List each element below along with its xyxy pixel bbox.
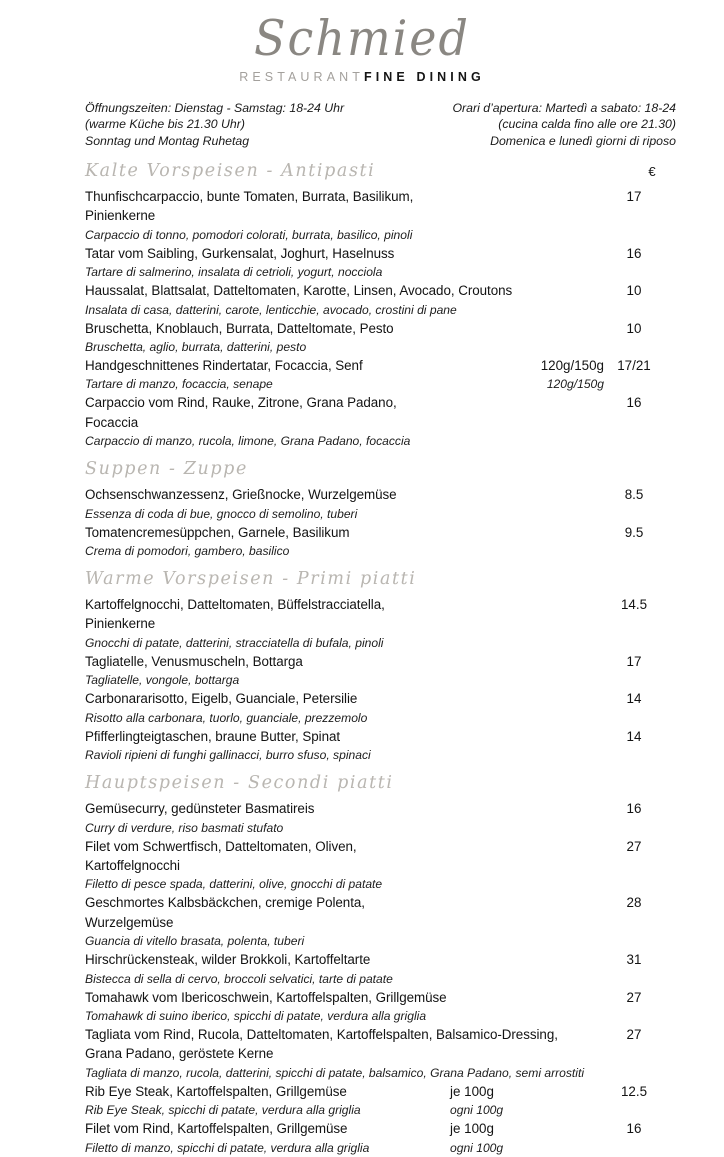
menu-item-name-german: Pfifferlingteigtaschen, braune Butter, Spinat <box>85 728 341 744</box>
menu-section <box>85 161 724 450</box>
menu-item-row-italian <box>85 505 724 523</box>
opening-hours-line: Domenica e lunedì giorni di riposo <box>490 133 676 148</box>
menu-item-name-german: Carpaccio vom Rind, Rauke, Zitrone, Grana Padano, Focaccia <box>85 395 397 430</box>
menu-item-price: 16 <box>626 801 642 817</box>
menu-item <box>85 1025 724 1082</box>
menu-item-row-italian <box>85 634 724 652</box>
menu-item-row-german <box>85 1119 724 1138</box>
menu-item-name-italian: Bruschetta, aglio, burrata, datterini, pesto <box>85 340 307 355</box>
menu-item-row-italian <box>85 932 724 950</box>
menu-item-name-italian: Filetto di manzo, spicchi di patate, verdura alla griglia <box>85 1140 370 1155</box>
menu-item-price: 27 <box>626 838 642 854</box>
menu-item-row-italian <box>85 542 724 560</box>
menu-item-portion-italian: 120g/150g <box>546 377 604 392</box>
menu-item <box>85 799 724 836</box>
menu-item-name-german: Ochsenschwanzessenz, Grießnocke, Wurzelgemüse <box>85 487 397 503</box>
menu-item-name-german: Kartoffelgnocchi, Datteltomaten, Büffelstracciatella, Pinienkerne <box>85 597 385 632</box>
menu-item-price: 17/21 <box>617 358 651 374</box>
menu-item-price: 10 <box>626 320 642 336</box>
menu-item <box>85 523 724 560</box>
section-title: Kalte Vorspeisen - Antipasti <box>85 160 376 182</box>
menu-item-row-italian <box>85 301 724 319</box>
menu-item-row-italian <box>85 1064 724 1082</box>
menu-item-name-german: Tagliatelle, Venusmuscheln, Bottarga <box>85 653 303 669</box>
menu-item-name-german: Geschmortes Kalbsbäckchen, cremige Polenta, Wurzelgemüse <box>85 895 365 930</box>
menu-item <box>85 893 724 950</box>
menu-item-price: 16 <box>626 245 642 261</box>
menu-item-name-german: Haussalat, Blattsalat, Datteltomaten, Karotte, Linsen, Avocado, Croutons <box>85 283 513 299</box>
menu-item-price: 16 <box>626 1121 642 1137</box>
menu-item-row-german <box>85 523 724 542</box>
menu-item-price: 27 <box>626 1026 642 1042</box>
menu-item-row-italian <box>85 746 724 764</box>
menu-item-price: 17 <box>626 189 642 205</box>
menu-item-name-italian: Ravioli ripieni di funghi gallinacci, burro sfuso, spinaci <box>85 748 371 763</box>
opening-hours-line: Öffnungszeiten: Dienstag - Samstag: 18-24 Uhr <box>85 100 345 115</box>
menu-item-name-italian: Crema di pomodori, gambero, basilico <box>85 544 290 559</box>
menu-item-price: 17 <box>626 653 642 669</box>
menu-item-name-german: Tagliata vom Rind, Rucola, Datteltomaten, Kartoffelspalten, Balsamico-Dressing, <box>85 1026 558 1042</box>
menu-item-name-german: Tomahawk vom Ibericoschwein, Kartoffelspalten, Grillgemüse <box>85 989 447 1005</box>
menu-item-portion-german: je 100g <box>450 1121 494 1137</box>
menu-item-row-german-continued <box>85 1044 724 1063</box>
section-title: Hauptspeisen - Secondi piatti <box>85 772 394 794</box>
section-header <box>85 161 724 187</box>
section-title: Warme Vorspeisen - Primi piatti <box>85 568 417 590</box>
menu-item-name-german: Hirschrückensteak, wilder Brokkoli, Kartoffeltarte <box>85 952 371 968</box>
menu-item-price: 8.5 <box>624 487 644 503</box>
menu-item-row-italian <box>85 263 724 281</box>
menu-item-row-italian <box>85 671 724 689</box>
restaurant-tagline <box>0 71 724 84</box>
menu-item-row-italian <box>85 432 724 450</box>
menu-item-portion-italian: ogni 100g <box>450 1103 504 1118</box>
menu-item-row-italian <box>85 375 724 393</box>
menu-item-row-italian <box>85 1139 724 1157</box>
menu-item-row-italian <box>85 1007 724 1025</box>
menu-section <box>85 459 724 560</box>
menu-item-price: 27 <box>626 989 642 1005</box>
menu-item-name-german: Tatar vom Saibling, Gurkensalat, Joghurt, Haselnuss <box>85 245 395 261</box>
menu-item-name-italian: Gnocchi di patate, datterini, stracciatella di bufala, pinoli <box>85 635 384 650</box>
restaurant-name: Schmied <box>254 9 470 67</box>
menu-item-name-german: Gemüsecurry, gedünsteter Basmatireis <box>85 801 315 817</box>
section-header <box>85 569 724 595</box>
menu-item-name-italian: Filetto di pesce spada, datterini, olive, gnocchi di patate <box>85 877 383 892</box>
menu-item-row-german <box>85 393 724 432</box>
menu-item-row-german <box>85 893 724 932</box>
menu-section <box>85 569 724 764</box>
menu-item <box>85 988 724 1025</box>
tagline-restaurant: RESTAURANT <box>239 70 364 85</box>
menu-item <box>85 652 724 689</box>
menu-item-name-german: Handgeschnittenes Rindertatar, Focaccia, Senf <box>85 358 363 374</box>
menu-item <box>85 1119 724 1156</box>
menu-item-name-italian: Insalata di casa, datterini, carote, lenticchie, avocado, crostini di pane <box>85 302 457 317</box>
menu-item-name-italian: Rib Eye Steak, spicchi di patate, verdura alla griglia <box>85 1103 361 1118</box>
menu-item-row-german <box>85 689 724 708</box>
menu-item-row-german <box>85 799 724 818</box>
menu-item-price: 9.5 <box>624 524 644 540</box>
menu-item-name-italian: Essenza di coda di bue, gnocco di semolino, tuberi <box>85 506 358 521</box>
currency-symbol: € <box>648 164 656 180</box>
menu-item-row-german <box>85 1082 724 1101</box>
menu-item-name-italian: Tartare di salmerino, insalata di cetrioli, yogurt, nocciola <box>85 265 383 280</box>
menu-item-row-german <box>85 1025 724 1044</box>
section-title: Suppen - Zuppe <box>85 459 248 480</box>
menu-item <box>85 689 724 726</box>
section-header <box>85 773 724 799</box>
menu-item-name-german: Filet vom Rind, Kartoffelspalten, Grillgemüse <box>85 1121 348 1137</box>
menu-item-name-german-line2: Grana Padano, geröstete Kerne <box>85 1046 274 1062</box>
menu-item-price: 12.5 <box>620 1083 648 1099</box>
tagline-fine-dining: FINE DINING <box>364 70 485 85</box>
menu-item-price: 31 <box>626 952 642 968</box>
menu-item-row-italian <box>85 1101 724 1119</box>
menu-item-price: 28 <box>626 895 642 911</box>
menu-item-row-german <box>85 988 724 1007</box>
menu-item-name-italian: Tagliatelle, vongole, bottarga <box>85 673 240 688</box>
menu-item-row-german <box>85 727 724 746</box>
menu-item-name-italian: Guancia di vitello brasata, polenta, tuberi <box>85 934 305 949</box>
section-header <box>85 459 724 485</box>
menu-item-name-german: Bruschetta, Knoblauch, Burrata, Datteltomate, Pesto <box>85 320 394 336</box>
menu-item <box>85 595 724 652</box>
menu-item-row-german <box>85 244 724 263</box>
menu-item <box>85 727 724 764</box>
menu-item-name-italian: Bistecca di sella di cervo, broccoli selvatici, tarte di patate <box>85 971 393 986</box>
menu-item-name-italian: Risotto alla carbonara, tuorlo, guanciale, prezzemolo <box>85 710 368 725</box>
menu-item-portion-german: 120g/150g <box>540 358 604 374</box>
menu-item-name-german: Filet vom Schwertfisch, Datteltomaten, Oliven, Kartoffelgnocchi <box>85 838 357 873</box>
menu-item-row-german <box>85 485 724 504</box>
menu-item-name-german: Carbonararisotto, Eigelb, Guanciale, Petersilie <box>85 691 358 707</box>
opening-hours-german <box>85 100 344 149</box>
menu-item-row-german <box>85 187 724 226</box>
menu-item-price: 16 <box>626 395 642 411</box>
opening-hours-italian <box>452 100 676 149</box>
menu-section <box>85 773 724 1156</box>
menu-item-name-german: Thunfischcarpaccio, bunte Tomaten, Burrata, Basilikum, Pinienkerne <box>85 189 414 224</box>
menu-item-row-german <box>85 595 724 634</box>
menu-item-name-italian: Tartare di manzo, focaccia, senape <box>85 377 273 392</box>
menu-item-row-german <box>85 319 724 338</box>
opening-hours-line: Sonntag und Montag Ruhetag <box>85 133 250 148</box>
menu-item <box>85 393 724 450</box>
menu-item-row-german <box>85 281 724 300</box>
menu-item <box>85 187 724 244</box>
menu-item-name-german: Rib Eye Steak, Kartoffelspalten, Grillgemüse <box>85 1083 347 1099</box>
menu-item-price: 14 <box>626 728 642 744</box>
menu-item <box>85 244 724 281</box>
menu-item-row-italian <box>85 819 724 837</box>
menu-item <box>85 356 724 393</box>
menu-item-name-italian: Tagliata di manzo, rucola, datterini, spicchi di patate, balsamico, Grana Padano, semi arrostiti <box>85 1065 585 1080</box>
opening-hours-line: (warme Küche bis 21.30 Uhr) <box>85 117 245 132</box>
restaurant-logo <box>0 0 724 84</box>
menu-item-name-german: Tomatencremesüppchen, Garnele, Basilikum <box>85 524 350 540</box>
menu-item-name-italian: Curry di verdure, riso basmati stufato <box>85 820 284 835</box>
menu-item-row-italian <box>85 226 724 244</box>
menu-item-price: 14 <box>626 691 642 707</box>
menu-item-row-german <box>85 356 724 375</box>
opening-hours <box>0 100 724 149</box>
menu-item-row-italian <box>85 338 724 356</box>
menu-item-price: 10 <box>626 283 642 299</box>
opening-hours-line: (cucina calda fino alle ore 21.30) <box>498 117 676 132</box>
menu-item-row-italian <box>85 970 724 988</box>
menu-item <box>85 1082 724 1119</box>
menu-item-row-german <box>85 652 724 671</box>
menu-item-row-italian <box>85 875 724 893</box>
menu-item <box>85 485 724 522</box>
menu-item-name-italian: Carpaccio di tonno, pomodori colorati, burrata, basilico, pinoli <box>85 227 413 242</box>
menu-item-name-italian: Carpaccio di manzo, rucola, limone, Grana Padano, focaccia <box>85 434 411 449</box>
menu-sections <box>0 161 724 1157</box>
menu-item-price: 14.5 <box>620 597 648 613</box>
menu-item-row-italian <box>85 709 724 727</box>
opening-hours-line: Orari d’apertura: Martedì a sabato: 18-24 <box>452 100 676 115</box>
menu-item <box>85 281 724 318</box>
menu-item <box>85 950 724 987</box>
menu-item <box>85 837 724 894</box>
menu-item-portion-german: je 100g <box>450 1083 494 1099</box>
menu-item-row-german <box>85 950 724 969</box>
menu-item-portion-italian: ogni 100g <box>450 1140 504 1155</box>
menu-item-row-german <box>85 837 724 876</box>
menu-item <box>85 319 724 356</box>
menu-item-name-italian: Tomahawk di suino iberico, spicchi di patate, verdura alla griglia <box>85 1008 427 1023</box>
